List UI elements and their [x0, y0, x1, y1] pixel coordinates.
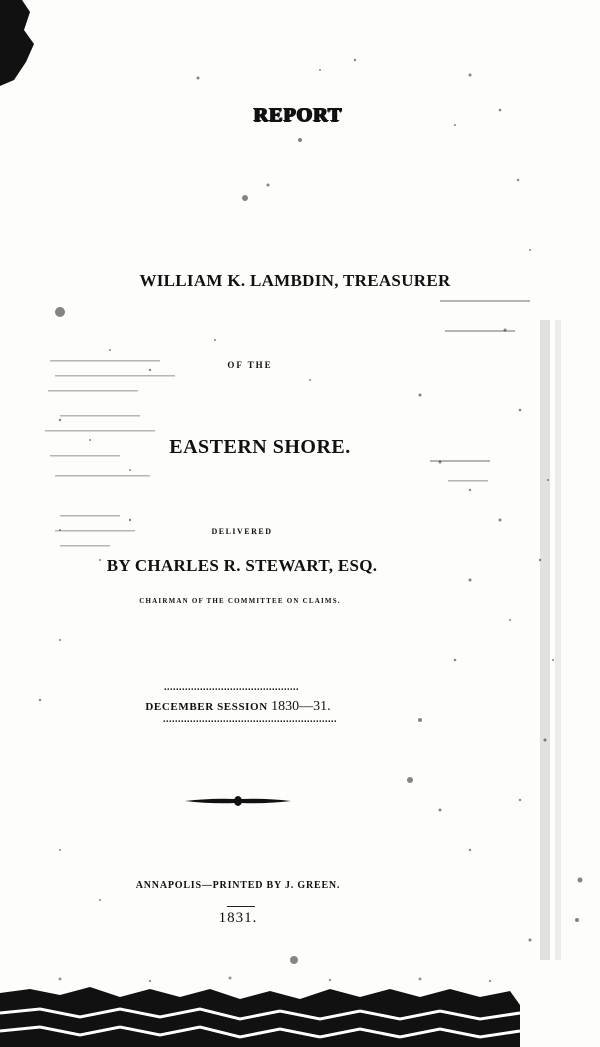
- short-rule: [227, 906, 255, 907]
- session-years: 1830—31.: [271, 699, 331, 714]
- session-line: [0, 699, 538, 715]
- treasurer-name-line: WILLIAM K. LAMBDIN, TREASURER: [139, 271, 451, 290]
- imprint-line: ANNAPOLIS—PRINTED BY J. GREEN.: [135, 880, 341, 891]
- chairman-line: CHAIRMAN OF THE COMMITTEE ON CLAIMS.: [139, 597, 341, 605]
- bottom-edge-scan-artifact: [0, 975, 600, 1047]
- dotted-rule-bottom: ..........................................................: [163, 714, 337, 725]
- publication-year: 1831.: [218, 910, 258, 926]
- delivered-line: DELIVERED: [211, 527, 273, 536]
- report-heading: REPORT: [253, 104, 343, 126]
- author-line: BY CHARLES R. STEWART, ESQ.: [106, 556, 378, 575]
- dotted-rule-top: .............................................: [164, 682, 299, 693]
- session-label: DECEMBER SESSION: [145, 701, 268, 713]
- of-the-line: OF THE: [227, 360, 273, 370]
- ornamental-rule: [185, 793, 291, 809]
- torn-corner-mark: [0, 0, 40, 90]
- region-heading: EASTERN SHORE.: [169, 436, 351, 458]
